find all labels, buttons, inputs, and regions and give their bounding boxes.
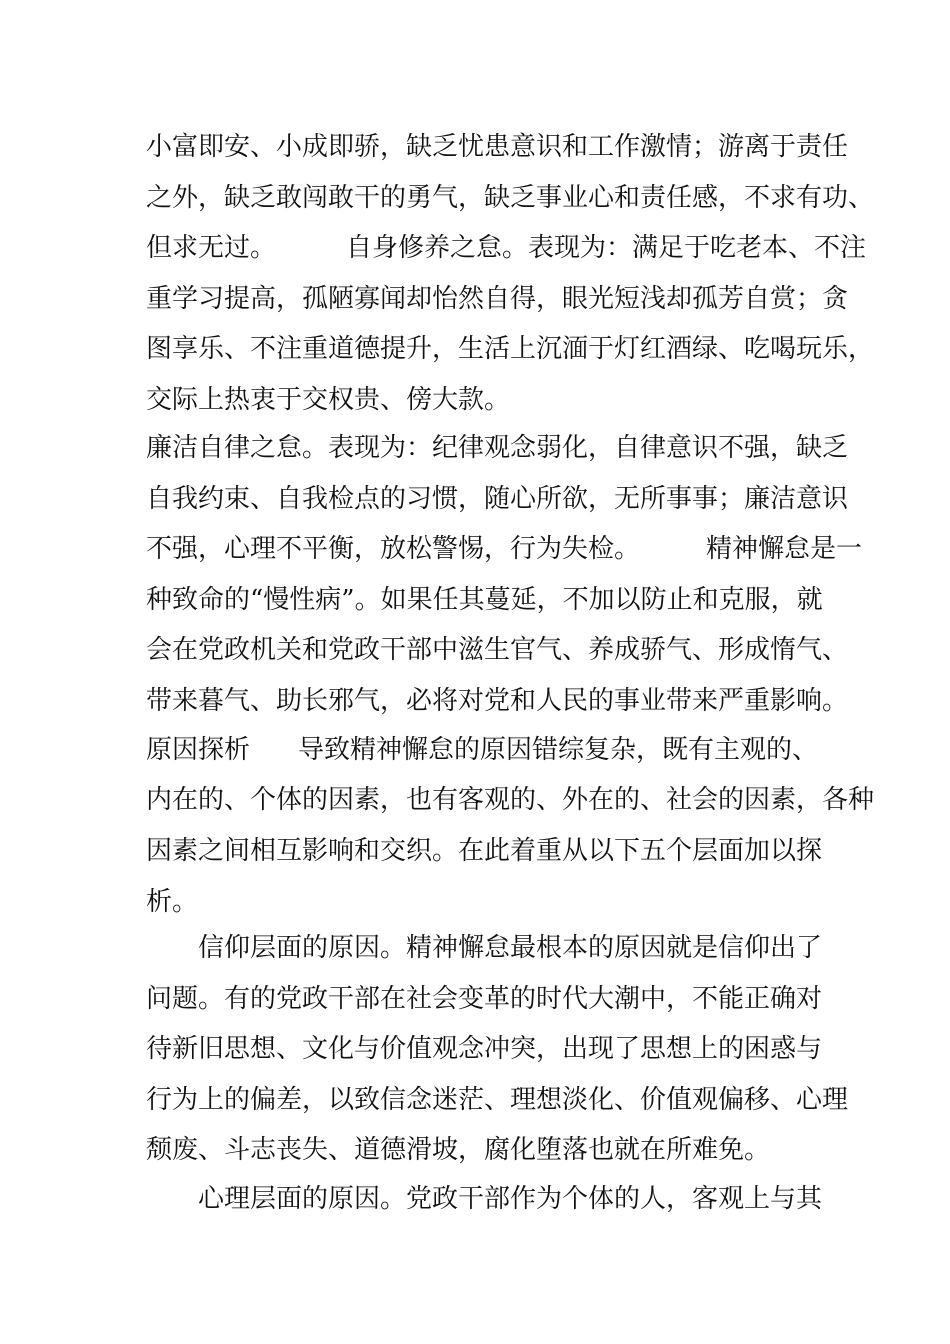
line-text: 带来暮气、助长邪气，必将对党和人民的事业带来严重影响。 <box>146 686 849 716</box>
text-line <box>146 381 816 419</box>
line-text: 交际上热衷于交权贵、傍大款。 <box>146 385 511 415</box>
text-line <box>146 480 849 518</box>
text-line <box>146 128 849 166</box>
text-line <box>146 832 823 870</box>
text-line <box>146 1081 849 1119</box>
text-line <box>146 980 823 1018</box>
line-text: 之外，缺乏敢闯敢干的勇气，缺乏事业心和责任感，不求有功、 <box>146 183 875 213</box>
text-line <box>146 280 849 318</box>
line-text: 待新旧思想、文化与价值观念冲突，出现了思想上的困惑与 <box>146 1034 823 1064</box>
text-line <box>198 1180 823 1218</box>
text-line <box>198 929 823 967</box>
text-line <box>146 330 875 368</box>
line-text: 但求无过。 <box>146 233 277 263</box>
text-line <box>146 179 875 217</box>
text-line <box>146 1131 816 1169</box>
text-line <box>146 781 875 819</box>
line-text: 图享乐、不注重道德提升，生活上沉湎于灯红酒绿、吃喝玩乐， <box>146 334 875 364</box>
text-line <box>146 631 849 669</box>
line-text: 廉洁自律之怠。表现为：纪律观念弱化，自律意识不强，缺乏 <box>146 433 849 463</box>
text-line <box>146 530 863 568</box>
line-text: 重学习提高，孤陋寡闻却怡然自得，眼光短浅却孤芳自赏；贪 <box>146 284 849 314</box>
paragraph-start: 信仰层面的原因。精神懈怠最根本的原因就是信仰出了 <box>198 933 823 963</box>
line-text: 导致精神懈怠的原因错综复杂，既有主观的、 <box>298 735 819 765</box>
line-text: 种致命的“慢性病”。如果任其蔓延，不加以防止和克服，就 <box>146 585 823 615</box>
text-line <box>146 581 823 619</box>
line-text: 行为上的偏差，以致信念迷茫、理想淡化、价值观偏移、心理 <box>146 1085 849 1115</box>
line-text: 内在的、个体的因素，也有客观的、外在的、社会的因素，各种 <box>146 785 875 815</box>
line-text: 会在党政机关和党政干部中滋生官气、养成骄气、形成惰气、 <box>146 635 849 665</box>
line-text: 析。 <box>146 887 199 917</box>
line-text: 不强，心理不平衡，放松警惕，行为失检。 <box>146 534 641 564</box>
paragraph-start: 心理层面的原因。党政干部作为个体的人，客观上与其 <box>198 1184 823 1214</box>
text-line <box>146 1030 823 1068</box>
text-line <box>146 883 816 921</box>
line-text: 自我约束、自我检点的习惯，随心所欲，无所事事；廉洁意识 <box>146 484 849 514</box>
line-text: 自身修养之怠。表现为：满足于吃老本、不注 <box>346 233 867 263</box>
text-line <box>146 429 849 467</box>
line-text: 小富即安、小成即骄，缺乏忧患意识和工作激情；游离于责任 <box>146 132 849 162</box>
line-text: 精神懈怠是一 <box>706 534 863 564</box>
line-text: 颓废、斗志丧失、道德滑坡，腐化堕落也就在所难免。 <box>146 1135 771 1165</box>
text-line <box>146 229 867 267</box>
line-text: 问题。有的党政干部在社会变革的时代大潮中，不能正确对 <box>146 984 823 1014</box>
line-text: 因素之间相互影响和交织。在此着重从以下五个层面加以探 <box>146 836 823 866</box>
section-heading: 原因探析 <box>146 735 251 765</box>
text-line <box>146 731 819 769</box>
text-line <box>146 682 849 720</box>
